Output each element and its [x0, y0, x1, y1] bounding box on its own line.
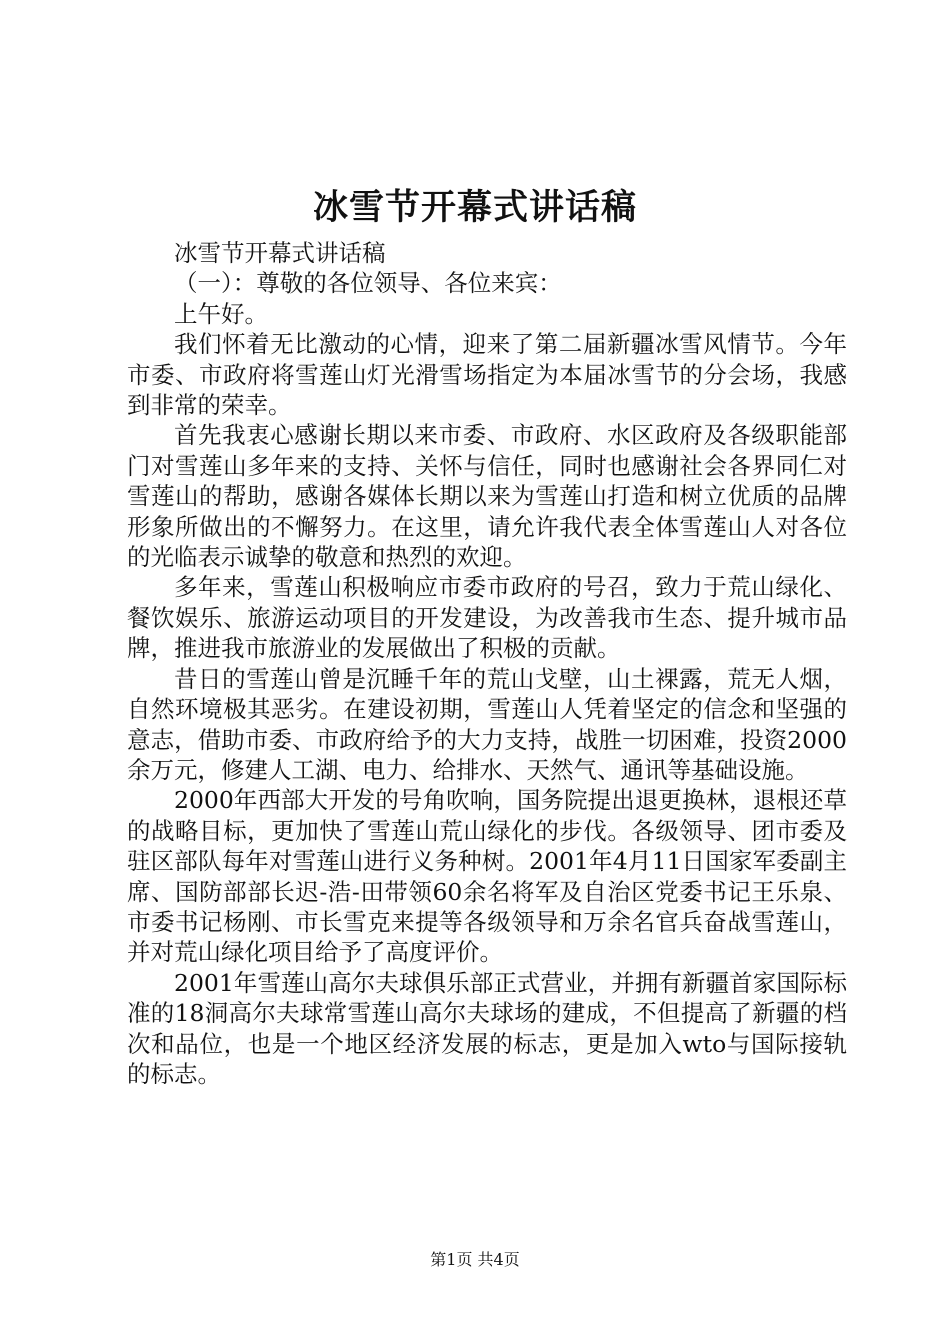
page-number-footer: 第1页 共4页	[430, 1250, 520, 1269]
paragraph-thanks: 首先我衷心感谢长期以来市委、市政府、水区政府及各级职能部门对雪莲山多年来的支持、关怀与信任，同时也感谢社会各界同仁对雪莲山的帮助，感谢各媒体长期以来为雪莲山打造和树立优质的品牌形象所做出的不懈努力。在这里，请允许我代表全体雪莲山人对各位的光临表示诚挚的敬意和热烈的欢迎。	[127, 421, 847, 572]
paragraph-subtitle: 冰雪节开幕式讲话稿	[174, 239, 386, 267]
paragraph-golf: 2001年雪莲山高尔夫球俱乐部正式营业，并拥有新疆首家国际标准的18洞高尔夫球常雪莲山高尔夫球场的建成，不但提高了新疆的档次和品位，也是一个地区经济发展的标志，更是加入wto与国际接轨的标志。	[127, 968, 847, 1088]
paragraph-history: 昔日的雪莲山曾是沉睡千年的荒山戈壁，山土裸露，荒无人烟，自然环境极其恶劣。在建设初期，雪莲山人凭着坚定的信念和坚强的意志，借助市委、市政府给予的大力支持，战胜一切困难，投资2000余万元，修建人工湖、电力、给排水、天然气、通讯等基础设施。	[127, 664, 847, 784]
document-title: 冰雪节开幕式讲话稿	[312, 187, 637, 228]
paragraph-greeting: 上午好。	[174, 299, 268, 328]
document-body	[127, 238, 847, 1089]
paragraph-salutation: （一）：尊敬的各位领导、各位来宾：	[174, 269, 562, 298]
paragraph-greening: 2000年西部大开发的号角吹响，国务院提出退更换林，退根还草的战略目标，更加快了雪莲山荒山绿化的步伐。各级领导、团市委及驻区部队每年对雪莲山进行义务种树。2001年4月11日国家军委副主席、国防部部长迟-浩-田带领60余名将军及自治区党委书记王乐泉、市委书记杨刚、市长雪克来提等各级领导和万余名官兵奋战雪莲山，并对荒山绿化项目给予了高度评价。	[127, 786, 847, 967]
paragraph-opening: 我们怀着无比激动的心情，迎来了第二届新疆冰雪风情节。今年市委、市政府将雪莲山灯光滑雪场指定为本届冰雪节的分会场，我感到非常的荣幸。	[127, 330, 847, 420]
paragraph-contribution: 多年来，雪莲山积极响应市委市政府的号召，致力于荒山绿化、餐饮娱乐、旅游运动项目的开发建设，为改善我市生态、提升城市品牌，推进我市旅游业的发展做出了积极的贡献。	[127, 573, 847, 663]
